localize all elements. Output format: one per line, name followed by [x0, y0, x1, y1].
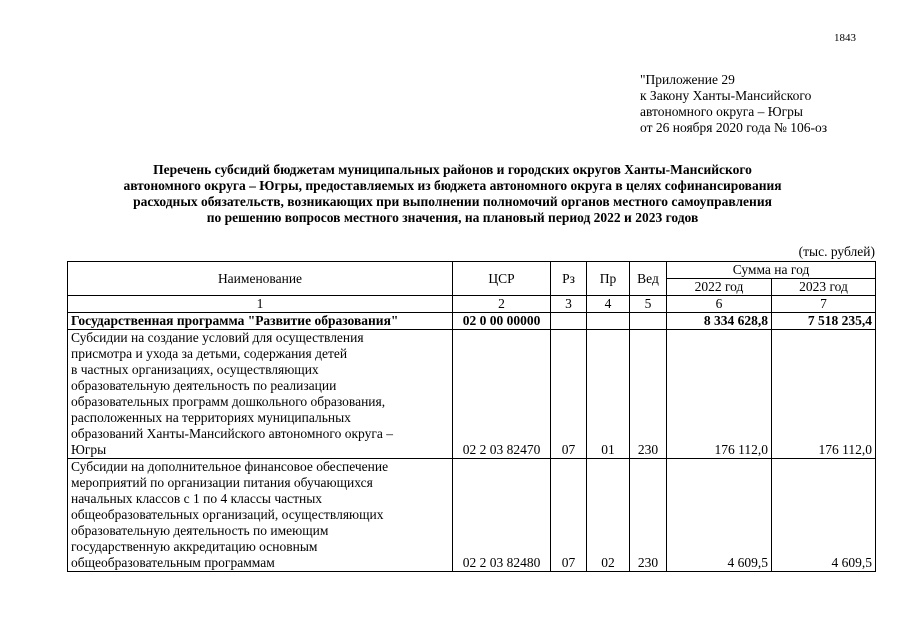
subsidy-rz: 07 — [551, 330, 587, 459]
title-line: по решению вопросов местного значения, на плановый период 2022 и 2023 годов — [206, 210, 699, 225]
subsidy-2023-amount: 176 112,0 — [772, 330, 876, 459]
program-ved — [630, 313, 667, 330]
appendix-line: от 26 ноября 2020 года № 106-оз — [640, 120, 828, 135]
subsidy-rz: 07 — [551, 459, 587, 572]
appendix-reference — [640, 72, 827, 136]
header-sum: Сумма на год — [667, 262, 876, 279]
title-line: Перечень субсидий бюджетам муниципальных районов и городских округов Ханты-Мансийского — [153, 162, 752, 177]
appendix-line: автономного округа – Югры — [640, 104, 803, 119]
subsidy-name-line: начальных классов с 1 по 4 классы частных — [71, 491, 323, 506]
subsidy-name — [68, 459, 453, 572]
table-row — [68, 330, 876, 459]
subsidy-name-line: образовательную деятельность по имеющим — [71, 523, 329, 538]
column-number: 3 — [551, 296, 587, 313]
program-rz — [551, 313, 587, 330]
subsidy-name-line: в частных организациях, осуществляющих — [71, 362, 319, 377]
column-number: 1 — [68, 296, 453, 313]
appendix-line: к Закону Ханты-Мансийского — [640, 88, 812, 103]
subsidy-name-line: Субсидии на создание условий для осуществления — [71, 330, 364, 345]
header-year-2022: 2022 год — [667, 279, 772, 296]
program-pr — [587, 313, 630, 330]
title-line: автономного округа – Югры, предоставляемых из бюджета автономного округа в целях софинансирования — [123, 178, 782, 193]
subsidy-csr: 02 2 03 82480 — [453, 459, 551, 572]
subsidy-name-line: образований Ханты-Мансийского автономного округа – — [71, 426, 393, 441]
title-line: расходных обязательств, возникающих при выполнении полномочий органов местного самоуправления — [133, 194, 772, 209]
header-rz: Рз — [551, 262, 587, 296]
subsidy-name-line: государственную аккредитацию основным — [71, 539, 318, 554]
subsidy-name-line: расположенных на территориях муниципальных — [71, 410, 351, 425]
subsidy-table — [67, 261, 876, 572]
header-year-2023: 2023 год — [772, 279, 876, 296]
subsidy-name-line: образовательную деятельность по реализации — [71, 378, 337, 393]
header-csr: ЦСР — [453, 262, 551, 296]
column-number: 5 — [630, 296, 667, 313]
units-label: (тыс. рублей) — [798, 244, 875, 259]
program-2022-amount: 8 334 628,8 — [667, 313, 772, 330]
subsidy-pr: 01 — [587, 330, 630, 459]
program-csr: 02 0 00 00000 — [453, 313, 551, 330]
subsidy-pr: 02 — [587, 459, 630, 572]
subsidy-csr: 02 2 03 82470 — [453, 330, 551, 459]
subsidy-2022-amount: 4 609,5 — [667, 459, 772, 572]
subsidy-name-line: мероприятий по организации питания обучающихся — [71, 475, 373, 490]
header-ved: Вед — [630, 262, 667, 296]
page-number: 1843 — [834, 32, 856, 44]
program-row — [68, 313, 876, 330]
column-numbers-row — [68, 296, 876, 313]
column-number: 6 — [667, 296, 772, 313]
document-title — [0, 162, 905, 226]
column-number: 2 — [453, 296, 551, 313]
subsidy-name-line: общеобразовательных организаций, осуществляющих — [71, 507, 384, 522]
program-name: Государственная программа "Развитие образования" — [68, 313, 453, 330]
appendix-line: "Приложение 29 — [640, 72, 735, 87]
subsidy-name-line: Югры — [71, 442, 107, 457]
subsidy-2022-amount: 176 112,0 — [667, 330, 772, 459]
header-name: Наименование — [68, 262, 453, 296]
subsidy-name-line: присмотра и ухода за детьми, содержания детей — [71, 346, 348, 361]
subsidy-ved: 230 — [630, 459, 667, 572]
column-number: 4 — [587, 296, 630, 313]
column-number: 7 — [772, 296, 876, 313]
subsidy-name-line: образовательных программ дошкольного образования, — [71, 394, 386, 409]
subsidy-name-line: общеобразовательным программам — [71, 555, 275, 570]
subsidy-2023-amount: 4 609,5 — [772, 459, 876, 572]
subsidy-name — [68, 330, 453, 459]
table-row — [68, 459, 876, 572]
subsidy-name-line: Субсидии на дополнительное финансовое обеспечение — [71, 459, 389, 474]
subsidy-ved: 230 — [630, 330, 667, 459]
program-2023-amount: 7 518 235,4 — [772, 313, 876, 330]
header-pr: Пр — [587, 262, 630, 296]
